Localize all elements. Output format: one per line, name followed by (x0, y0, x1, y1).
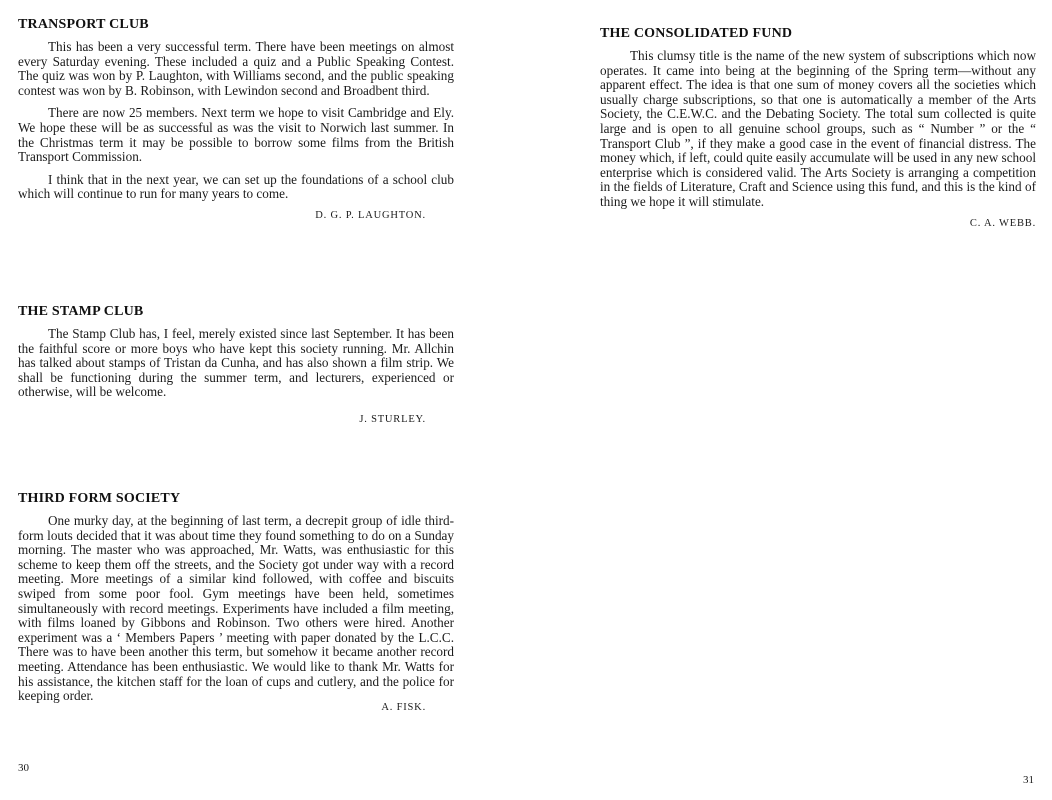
consolidated-fund-article (600, 26, 1036, 229)
transport-club-signature: D. G. P. LAUGHTON. (315, 209, 426, 221)
third-form-society-paragraph-1: One murky day, at the beginning of last term, a decrepit group of idle third-form louts decided that it was about time they found something to do on a Sunday morning. The master who was approached, Mr. Watts, was enthusiastic for this scheme to keep them off the streets, and the Society got under way with a record meeting. More meetings of a similar kind followed, with coffee and biscuits swiped from some poor fool. Gym meetings have been held, sometimes simultaneously with record meetings. Experiments have included a film meeting, with films loaned by Gibbons and Robinson. Two others were hired. Another experiment was a ‘ Members Papers ’ meeting with paper donated by the L.C.C. There was to have been another this term, but somehow it became another record meeting. Attendance has been enthusiastic. We would like to thank Mr. Watts for his assistance, the kitchen staff for the loan of cups and cutlery, and the police for keeping order. (18, 513, 454, 704)
third-form-society-article (18, 491, 454, 713)
third-form-society-signature: A. FISK. (381, 701, 426, 713)
stamp-club-article (18, 304, 454, 425)
stamp-club-paragraph-1: The Stamp Club has, I feel, merely existed since last September. It has been the faithful score or more boys who have kept this society running. Mr. Allchin has talked about stamps of Tristan da Cunha, and has also shown a film strip. We shall be functioning during the summer term, and lecturers, experienced or otherwise, will be welcome. (18, 326, 454, 400)
page-number-left: 30 (18, 762, 29, 774)
right-page (526, 0, 1052, 800)
third-form-society-heading: THIRD FORM SOCIETY (18, 491, 181, 506)
transport-club-heading: TRANSPORT CLUB (18, 17, 149, 32)
transport-club-paragraph-3: I think that in the next year, we can set up the foundations of a school club which will continue to run for many years to come. (18, 171, 454, 202)
transport-club-article (18, 17, 454, 221)
page-number-right: 31 (1023, 774, 1034, 786)
consolidated-fund-heading: THE CONSOLIDATED FUND (600, 26, 793, 41)
transport-club-paragraph-1: This has been a very successful term. There have been meetings on almost every Saturday evening. These included a quiz and a Public Speaking Contest. The quiz was won by P. Laughton, with Williams second, and the public speaking contest was won by B. Robinson, with Lewindon second and Broadbent third. (18, 39, 454, 98)
consolidated-fund-signature: C. A. WEBB. (969, 217, 1036, 229)
transport-club-paragraph-2: There are now 25 members. Next term we hope to visit Cambridge and Ely. We hope these will be as successful as was the visit to Norwich last summer. In the Christmas term it may be possible to borrow some films from the British Transport Commission. (18, 105, 454, 165)
stamp-club-signature: J. STURLEY. (359, 413, 426, 425)
stamp-club-heading: THE STAMP CLUB (18, 304, 144, 319)
consolidated-fund-paragraph-1: This clumsy title is the name of the new system of subscriptions which now operates. It came into being at the beginning of the Spring term—without any apparent effect. The idea is that one sum of money covers all the societies which usually charge subscriptions, so that one is automatically a member of the Arts Society, the C.E.W.C. and the Debating Society. The total sum collected is quite large and is open to all genuine school groups, such as “ Number ” or the “ Transport Club ”, if they make a good case in the event of financial distress. The money which, if left, could quite easily accumulate will be used in any new school enterprise which is considered valid. The Arts Society is arranging a competition in the fields of Literature, Craft and Science using this fund, and this is the kind of thing we hope it will stimulate. (600, 48, 1036, 209)
